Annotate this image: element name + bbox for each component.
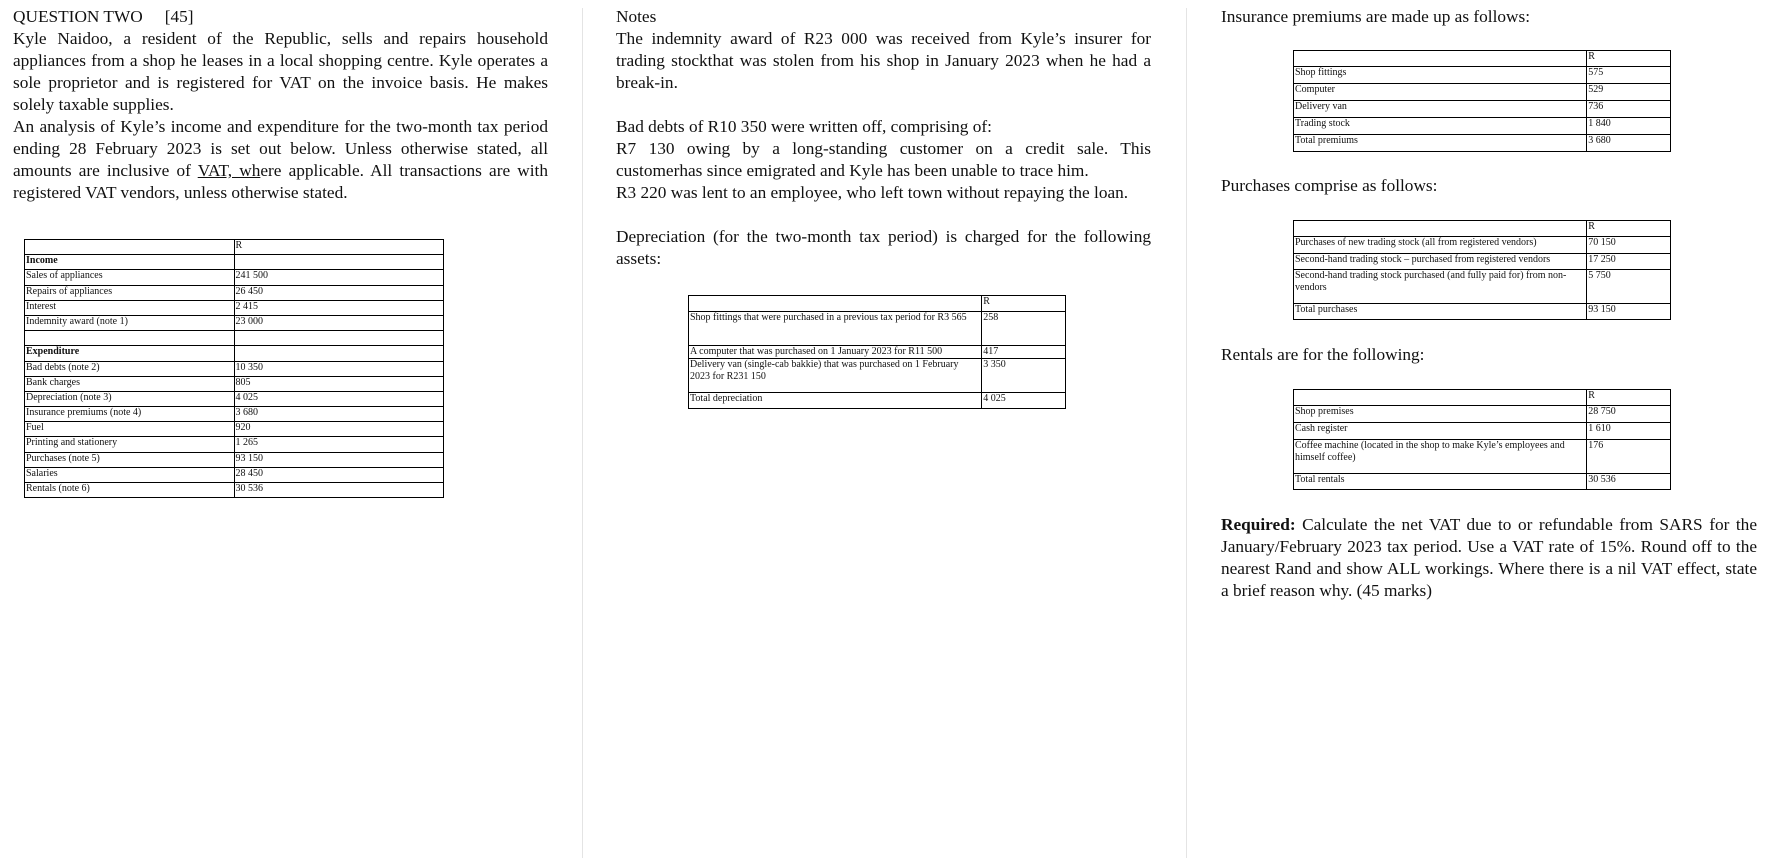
row-label: Purchases (note 5) [25,452,235,467]
analysis-text-b: ere applicable. All transactions are with registered VAT vendors, unless otherwise stated. [13,161,548,202]
table-row [25,361,444,376]
analysis-text-a: An analysis of Kyle’s income and expenditure for the two-month tax period ending 28 February 2023 is set out below. Unless otherwise stated, all amounts are inclusive of [13,117,548,180]
row-label: Insurance premiums (note 4) [25,407,235,422]
row-label: Computer [1294,84,1587,101]
row-amount: 3 680 [1587,135,1671,152]
row-label: Coffee machine (located in the shop to make Kyle’s employees and himself coffee) [1294,440,1587,474]
table-row [1294,270,1671,304]
table-row [25,467,444,482]
table-row [689,346,1066,359]
blank-row [25,331,444,346]
column-one [0,0,582,858]
table-row [1294,118,1671,135]
row-amount: 93 150 [234,452,443,467]
row-amount: R [1587,390,1671,406]
table-row [1294,474,1671,490]
row-amount: 23 000 [234,315,443,330]
row-amount: R [982,296,1066,312]
table-header-row [25,240,444,255]
purchases-intro: Purchases comprise as follows: [1221,176,1438,195]
column-two [582,0,1186,858]
row-label: Repairs of appliances [25,285,235,300]
row-label: Interest [25,300,235,315]
row-amount: 258 [982,312,1066,346]
row-amount [234,255,443,270]
table-row [25,437,444,452]
row-label: Bad debts (note 2) [25,361,235,376]
row-amount: 4 025 [982,393,1066,409]
row-label [1294,221,1587,237]
row-amount: 3 350 [982,359,1066,393]
row-label: Total depreciation [689,393,982,409]
table-row [1294,304,1671,320]
table-row [25,422,444,437]
row-label: Income [25,255,235,270]
row-amount: 28 450 [234,467,443,482]
row-amount: 70 150 [1587,237,1671,254]
row-amount: R [1587,51,1671,67]
spacer [616,94,1151,116]
row-amount: 417 [982,346,1066,359]
table-row [1294,440,1671,474]
note-bad-debts-customer: R7 130 owing by a long-standing customer on a credit sale. This customerhas since emigrated and Kyle has been unable to trace him. [616,139,1151,180]
insurance-table [1293,50,1671,152]
required-label: Required: [1221,515,1296,534]
table-header-row [689,296,1066,312]
row-label: Purchases of new trading stock (all from registered vendors) [1294,237,1587,254]
insurance-intro: Insurance premiums are made up as follows: [1221,7,1531,26]
row-label [25,331,235,346]
row-amount: 10 350 [234,361,443,376]
table-row [25,285,444,300]
row-amount: 30 536 [234,483,443,498]
row-label: Second-hand trading stock – purchased from registered vendors [1294,254,1587,270]
row-label: Indemnity award (note 1) [25,315,235,330]
rentals-table [1293,389,1671,490]
row-amount: R [234,240,443,255]
intro-paragraph: Kyle Naidoo, a resident of the Republic, sells and repairs household appliances from a shop he leases in a local shopping centre. Kyle operates a sole proprietor and is registered for VAT on the invoice basis. He makes solely taxable supplies. [13,29,548,114]
row-label [689,296,982,312]
table-row [1294,423,1671,440]
row-amount: 575 [1587,67,1671,84]
row-amount [234,331,443,346]
row-amount: 736 [1587,101,1671,118]
row-label: Sales of appliances [25,270,235,285]
row-label: Depreciation (note 3) [25,391,235,406]
table-row [689,312,1066,346]
table-row [1294,84,1671,101]
row-label: Fuel [25,422,235,437]
row-label: Printing and stationery [25,437,235,452]
row-amount: 920 [234,422,443,437]
table-header-row [1294,390,1671,406]
table-header-row [1294,221,1671,237]
table-row [1294,237,1671,254]
section-header-row [25,346,444,361]
row-label: Total premiums [1294,135,1587,152]
table-row [25,407,444,422]
rentals-intro: Rentals are for the following: [1221,345,1425,364]
row-amount: 1 265 [234,437,443,452]
required-paragraph [1221,514,1757,602]
row-label: Shop premises [1294,406,1587,423]
table-row [1294,101,1671,118]
income-expenditure-table [24,239,444,498]
note-depreciation: Depreciation (for the two-month tax period) is charged for the following assets: [616,227,1151,268]
section-header-row [25,255,444,270]
row-amount: 28 750 [1587,406,1671,423]
table-row [25,300,444,315]
table-row [1294,67,1671,84]
row-label: Cash register [1294,423,1587,440]
table-row [25,376,444,391]
table-row [1294,254,1671,270]
row-label: Shop fittings [1294,67,1587,84]
table-row [1294,406,1671,423]
spacer [616,204,1151,226]
row-label [1294,390,1587,406]
table-row [25,270,444,285]
purchases-table [1293,220,1671,320]
row-label: Shop fittings that were purchased in a previous tax period for R3 565 [689,312,982,346]
row-label: Second-hand trading stock purchased (and fully paid for) from non-vendors [1294,270,1587,304]
table-row [689,393,1066,409]
analysis-text-underlined: VAT, wh [197,161,261,180]
row-amount: 176 [1587,440,1671,474]
question-heading [13,6,548,28]
question-marks: [45] [164,7,194,26]
note-indemnity: The indemnity award of R23 000 was received from Kyle’s insurer for trading stockthat was stolen from his shop in January 2023 when he had a break-in. [616,29,1151,92]
question-title: QUESTION TWO [13,7,143,26]
table-row [1294,135,1671,152]
row-label: Salaries [25,467,235,482]
note-bad-debts-employee: R3 220 was lent to an employee, who left town without repaying the loan. [616,183,1129,202]
table-row [25,391,444,406]
row-label: Total purchases [1294,304,1587,320]
row-amount: 1 610 [1587,423,1671,440]
row-amount: 3 680 [234,407,443,422]
notes-title: Notes [616,7,657,26]
note-bad-debts-intro: Bad debts of R10 350 were written off, comprising of: [616,117,992,136]
table-row [689,359,1066,393]
row-amount: R [1587,221,1671,237]
row-label [1294,51,1587,67]
table-header-row [1294,51,1671,67]
row-amount: 17 250 [1587,254,1671,270]
row-amount: 2 415 [234,300,443,315]
row-label: Delivery van [1294,101,1587,118]
row-amount: 1 840 [1587,118,1671,135]
row-label: A computer that was purchased on 1 January 2023 for R11 500 [689,346,982,359]
row-amount: 241 500 [234,270,443,285]
row-amount: 529 [1587,84,1671,101]
row-amount: 26 450 [234,285,443,300]
row-label [25,240,235,255]
row-amount [234,346,443,361]
table-row [25,483,444,498]
table-row [25,315,444,330]
row-amount: 93 150 [1587,304,1671,320]
row-label: Rentals (note 6) [25,483,235,498]
row-label: Expenditure [25,346,235,361]
column-three [1186,0,1771,858]
row-amount: 5 750 [1587,270,1671,304]
row-label: Delivery van (single-cab bakkie) that was purchased on 1 February 2023 for R231 150 [689,359,982,393]
row-amount: 30 536 [1587,474,1671,490]
analysis-paragraph [13,116,548,204]
row-amount: 805 [234,376,443,391]
row-amount: 4 025 [234,391,443,406]
depreciation-table [688,295,1066,409]
table-row [25,452,444,467]
row-label: Trading stock [1294,118,1587,135]
row-label: Total rentals [1294,474,1587,490]
required-text: Calculate the net VAT due to or refundable from SARS for the January/February 2023 tax period. Use a VAT rate of 15%. Round off to the nearest Rand and show ALL workings. Where there is a nil VAT effect, state a brief reason why. (45 marks) [1221,515,1757,600]
row-label: Bank charges [25,376,235,391]
